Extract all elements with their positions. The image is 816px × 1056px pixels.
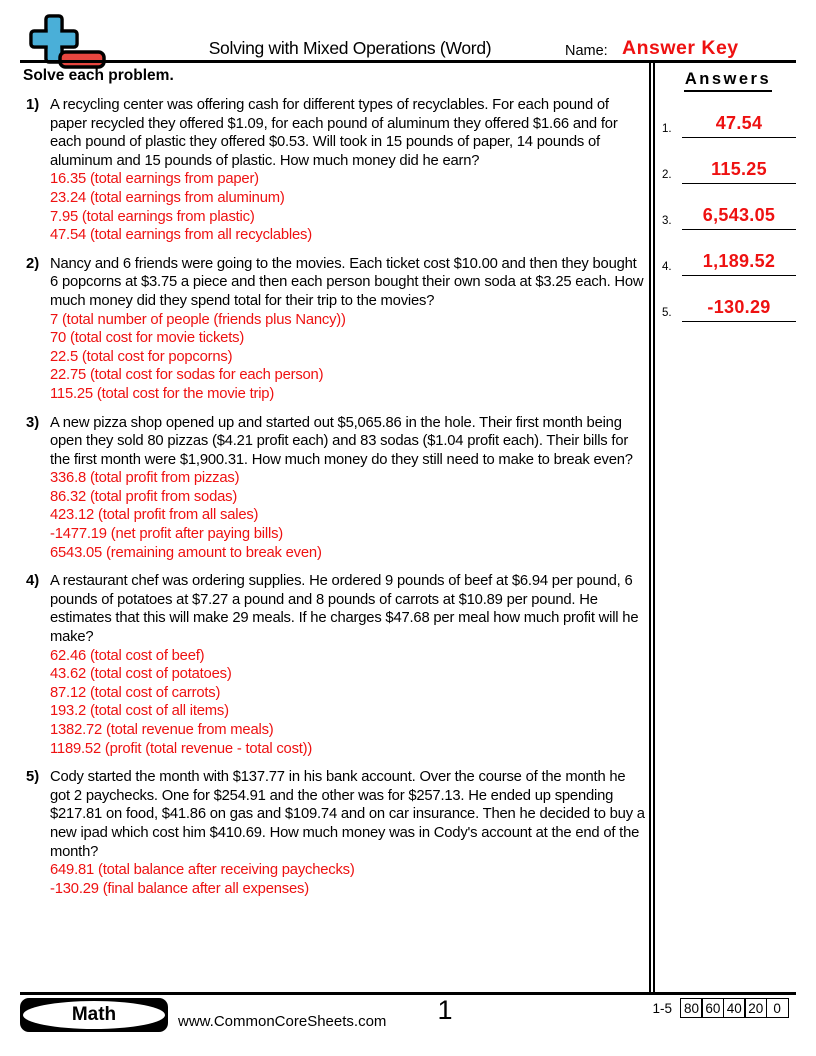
work-line: 16.35 (total earnings from paper)	[50, 171, 259, 188]
work-line: 86.32 (total profit from sodas)	[50, 488, 238, 505]
problem-body	[50, 768, 648, 898]
problems-list	[26, 96, 648, 908]
problem-text: A restaurant chef was ordering supplies. He ordered 9 pounds of beef at $6.94 per pound, 6 pounds of potatoes at $7.27 a pound and 8 pounds of carrots at $10.89 per pound. He estimates that this will make 29 meals. If he charges $47.68 per meal how much profit will he make?	[50, 573, 639, 646]
work-line: 193.2 (total cost of all items)	[50, 703, 229, 720]
score-cell: 80	[680, 998, 703, 1018]
score-range-label: 1-5	[652, 1001, 672, 1016]
problem-number: 5)	[26, 769, 40, 786]
answer-number-label: 1.	[662, 123, 672, 135]
work-line: 115.25 (total cost for the movie trip)	[50, 385, 275, 402]
work-line: -130.29 (final balance after all expenses)	[50, 880, 309, 897]
problem-item	[26, 96, 648, 245]
score-cell: 0	[766, 998, 789, 1018]
instructions-text: Solve each problem.	[23, 67, 174, 84]
answer-row	[660, 205, 796, 230]
score-cell: 40	[723, 998, 746, 1018]
answers-panel	[660, 70, 796, 322]
problem-item	[26, 255, 648, 404]
problem-text: A recycling center was offering cash for different types of recyclables. For each pound of paper recycled they offered $1.09, for each pound of aluminum they offered $1.66 and for each pound of plastic they offered $0.53. Will took in 15 pounds of paper, 14 pounds of aluminum and 15 pounds of plastic. How much money did he earn?	[50, 97, 618, 169]
name-value-answer-key: Answer Key	[622, 37, 739, 59]
work-line: 62.46 (total cost of beef)	[50, 647, 205, 664]
work-line: 7.95 (total earnings from plastic)	[50, 208, 255, 225]
problem-text: A new pizza shop opened up and started out $5,065.86 in the hole. Their first month being open they sold 80 pizzas ($4.21 profit each) and 83 sodas ($1.04 profit each). Their bills for the first month were $1,900.31. How much money do they still need to make to break even?	[50, 414, 633, 468]
problem-item	[26, 572, 648, 758]
math-badge	[20, 998, 168, 1032]
work-line: 22.75 (total cost for sodas for each person)	[50, 367, 324, 384]
work-line: 423.12 (total profit from all sales)	[50, 507, 259, 524]
problem-text: Nancy and 6 friends were going to the movies. Each ticket cost $10.00 and then they bought 6 popcorns at $3.75 a piece and then each person bought their own soda at $3.25 each. How much money did they spend total for their trip to the movies?	[50, 255, 644, 309]
problem-work-lines	[50, 647, 648, 759]
name-label: Name:	[565, 43, 608, 59]
problem-body	[50, 96, 648, 245]
answers-separator-divider	[649, 63, 655, 992]
problem-number: 4)	[26, 573, 40, 590]
footer-divider	[20, 992, 796, 995]
work-line: 47.54 (total earnings from all recyclables)	[50, 227, 312, 244]
problem-work-lines	[50, 311, 648, 404]
answers-title: Answers	[684, 70, 772, 92]
work-line: 649.81 (total balance after receiving paychecks)	[50, 862, 355, 879]
answer-number-label: 2.	[662, 169, 672, 181]
work-line: 43.62 (total cost of potatoes)	[50, 666, 232, 683]
answer-number-label: 4.	[662, 261, 672, 273]
score-table	[680, 998, 789, 1018]
work-line: 22.5 (total cost for popcorns)	[50, 348, 233, 365]
problem-work-lines	[50, 861, 648, 898]
answer-number-label: 5.	[662, 307, 672, 319]
problem-item	[26, 768, 648, 898]
answer-value: 47.54	[682, 113, 796, 138]
page-number: 1	[437, 995, 453, 1025]
work-line: -1477.19 (net profit after paying bills)	[50, 526, 283, 543]
problem-work-lines	[50, 469, 648, 562]
problem-item	[26, 414, 648, 563]
problem-body	[50, 414, 648, 563]
work-line: 6543.05 (remaining amount to break even)	[50, 544, 322, 561]
answer-value: 6,543.05	[682, 205, 796, 230]
problem-body	[50, 572, 648, 758]
work-line: 87.12 (total cost of carrots)	[50, 684, 221, 701]
answer-row	[660, 297, 796, 322]
problem-number: 3)	[26, 414, 40, 431]
work-line: 1189.52 (profit (total revenue - total cost))	[50, 740, 313, 757]
score-cell: 20	[744, 998, 767, 1018]
problem-text: Cody started the month with $137.77 in his bank account. Over the course of the month he got 2 paychecks. One for $254.91 and the other was for $257.13. He ended up spending $217.81 on food, $41.86 on gas and $109.74 and on car insurance. Then he decided to buy a new ipad which cost him $410.69. How much money was in Cody's account at the end of the month?	[50, 769, 645, 860]
work-line: 336.8 (total profit from pizzas)	[50, 470, 240, 487]
problem-work-lines	[50, 170, 648, 244]
answer-row	[660, 251, 796, 276]
math-badge-label: Math	[23, 1001, 165, 1029]
website-text: www.CommonCoreSheets.com	[178, 1013, 387, 1030]
worksheet-title: Solving with Mixed Operations (Word)	[208, 38, 492, 58]
problem-number: 2)	[26, 255, 40, 272]
work-line: 1382.72 (total revenue from meals)	[50, 722, 274, 738]
work-line: 23.24 (total earnings from aluminum)	[50, 189, 285, 206]
answer-value: -130.29	[682, 297, 796, 322]
problem-body	[50, 255, 648, 404]
score-cell: 60	[701, 998, 724, 1018]
answer-value: 115.25	[682, 159, 796, 184]
work-line: 70 (total cost for movie tickets)	[50, 330, 245, 347]
problem-number: 1)	[26, 97, 40, 113]
answer-value: 1,189.52	[682, 251, 796, 276]
answer-number-label: 3.	[662, 215, 672, 227]
header-divider	[20, 60, 796, 63]
answer-row	[660, 113, 796, 138]
answer-row	[660, 159, 796, 184]
work-line: 7 (total number of people (friends plus Nancy))	[50, 311, 346, 328]
answers-list	[660, 113, 796, 322]
